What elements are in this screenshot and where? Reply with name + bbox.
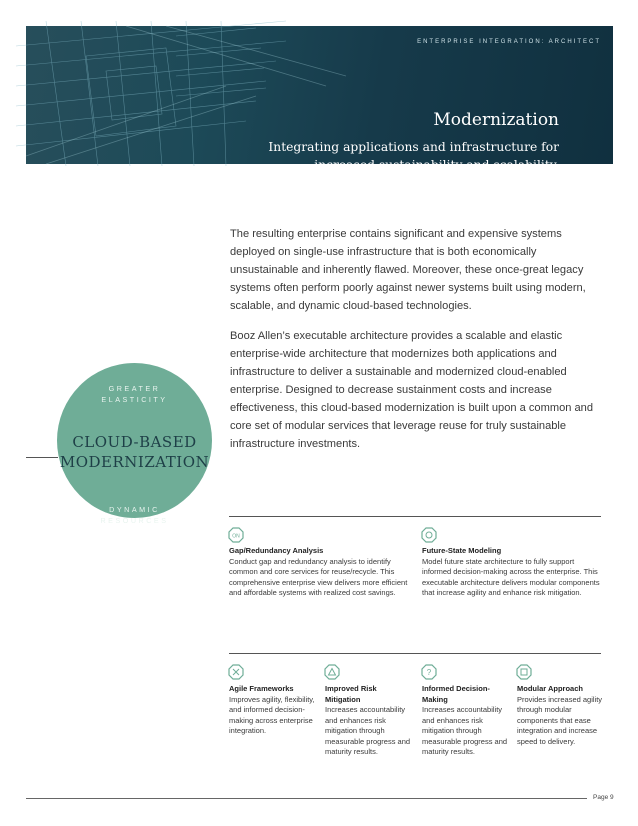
agile-frameworks-icon xyxy=(229,665,243,679)
body-paragraph-1: The resulting enterprise contains significant and expensive systems deployed on single-use infrastructure that is both economically unsustainable and inherently flawed. Moreover, these once-great legacy systems often perform poorly against newer systems built using modern, scalable, and dynamic cloud-based technologies. xyxy=(230,228,586,312)
modular-approach-icon xyxy=(517,665,531,679)
modernization-circle xyxy=(57,363,212,525)
page-subtitle: Integrating applications and infrastructure for increased sustainability and scalability. xyxy=(268,140,559,172)
page-number: Page 9 xyxy=(593,794,614,801)
circle-connector-line xyxy=(26,457,58,458)
future-state-icon xyxy=(422,528,436,542)
page-title: Modernization xyxy=(433,110,559,130)
feature-future-state xyxy=(422,546,602,599)
feature-text: Conduct gap and redundancy analysis to identify common and core services for reuse/recycle. This comprehensive enterprise view delivers more efficient and affordable systems with realized cost savings. xyxy=(229,556,408,597)
feature-risk-mitigation xyxy=(325,684,413,758)
feature-text: Provides increased agility through modular components that ease integration and increase speed to delivery. xyxy=(517,694,603,746)
feature-title: Future-State Modeling xyxy=(422,546,502,555)
feature-agile-frameworks xyxy=(229,684,317,737)
circle-top-text: GREATER ELASTICITY xyxy=(101,384,168,404)
circle-main-text: CLOUD-BASED MODERNIZATION xyxy=(59,433,210,471)
section-eyebrow: ENTERPRISE INTEGRATION: ARCHITECT xyxy=(417,39,601,45)
feature-text: Model future state architecture to fully support informed decision-making across the enterprise. This executable architecture delivers modular components that increase agility and enhance risk mitigation. xyxy=(422,556,600,597)
circle-bottom-text: DYNAMIC RESOURCES xyxy=(100,505,169,525)
feature-decision-making xyxy=(422,684,510,758)
feature-title: Agile Frameworks xyxy=(229,684,294,693)
feature-text: Increases accountability and enhances risk mitigation through measurable progress and maturity results. xyxy=(325,705,411,756)
divider-bottom xyxy=(229,653,601,654)
feature-gap-analysis xyxy=(229,546,415,599)
risk-mitigation-icon xyxy=(325,665,339,679)
divider-top xyxy=(229,516,601,517)
footer-rule xyxy=(26,798,587,799)
feature-modular-approach xyxy=(517,684,603,747)
circle-main-label xyxy=(57,432,212,472)
feature-text: Improves agility, flexibility, and informed decision-making across enterprise integration. xyxy=(229,694,315,735)
header-banner xyxy=(26,26,613,172)
body-text xyxy=(230,225,602,465)
circle-bottom-label xyxy=(57,504,212,526)
feature-text: Increases accountability and enhances risk mitigation through measurable progress and maturity results. xyxy=(422,705,508,756)
feature-title: Gap/Redundancy Analysis xyxy=(229,546,324,555)
feature-title: Modular Approach xyxy=(517,684,583,693)
feature-title: Informed Decision-Making xyxy=(422,684,490,704)
svg-text:?: ? xyxy=(426,668,432,677)
feature-title: Improved Risk Mitigation xyxy=(325,684,377,704)
body-paragraph-2: Booz Allen’s executable architecture provides a scalable and elastic enterprise-wide architecture that modernizes both applications and infrastructure to deliver a sustainable and modernized cloud-enabled enterprise. Designed to decrease sustainment costs and increase effectiveness, this cloud-based modernization is built upon a common and core set of modular services that leverage reuse for truly sustainable infrastructure investments. xyxy=(230,330,594,450)
gap-analysis-icon xyxy=(229,528,243,542)
svg-text:ON: ON xyxy=(232,533,240,540)
circle-top-label xyxy=(57,383,212,405)
decision-making-icon xyxy=(422,665,436,679)
